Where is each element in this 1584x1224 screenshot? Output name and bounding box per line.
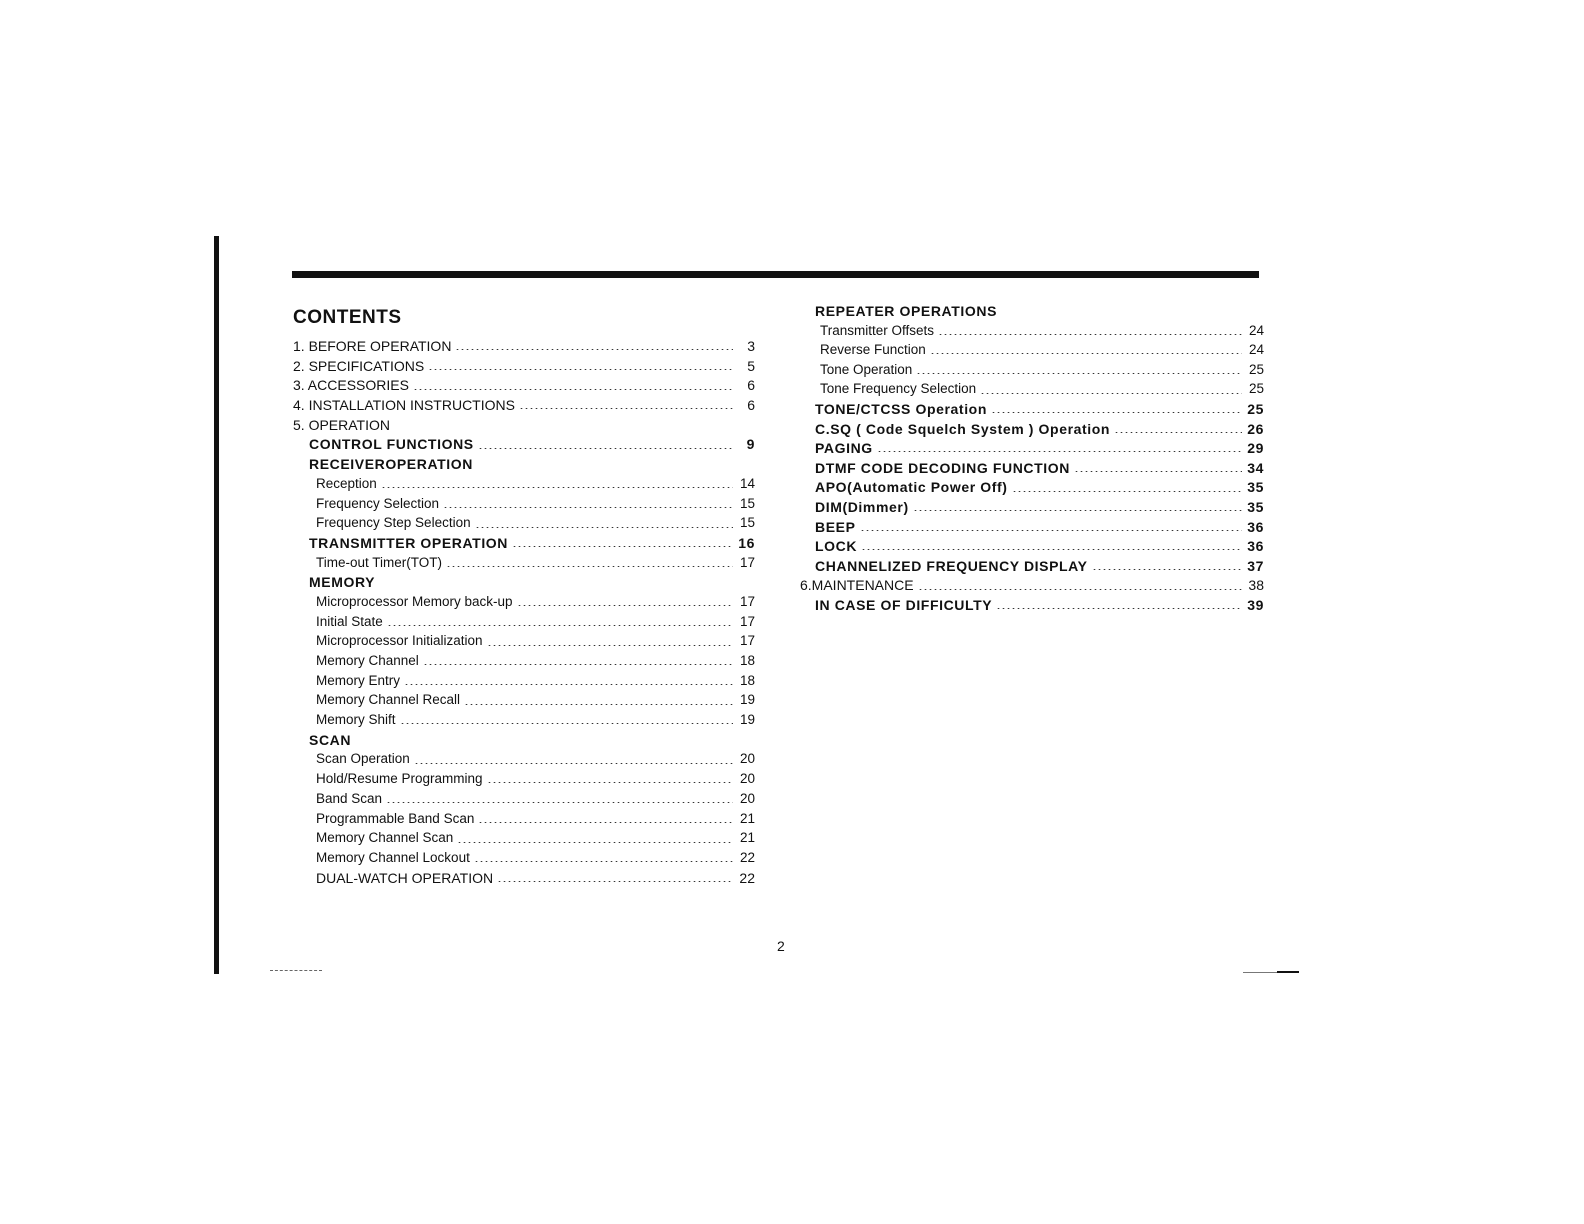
- toc-entry-page: 15: [739, 515, 755, 531]
- toc-entry-page: 35: [1247, 479, 1264, 496]
- toc-entry[interactable]: [800, 479, 1264, 499]
- toc-entry-label: Time-out Timer(TOT): [316, 554, 443, 570]
- toc-entry-label: DUAL-WATCH OPERATION: [316, 869, 494, 886]
- toc-entry[interactable]: [293, 771, 755, 791]
- toc-entry[interactable]: [800, 323, 1264, 343]
- toc-entry-label: 6.MAINTENANCE: [800, 577, 914, 594]
- toc-entry-label: 2. SPECIFICATIONS: [293, 357, 425, 374]
- toc-entry[interactable]: [800, 342, 1264, 362]
- toc-entry-page: 3: [747, 338, 755, 354]
- dot-leader: [1114, 432, 1242, 433]
- toc-entry-label: 1. BEFORE OPERATION: [293, 338, 452, 354]
- dot-leader: [512, 546, 733, 547]
- toc-entry-page: 5: [747, 357, 755, 374]
- dot-leader: [980, 393, 1242, 394]
- dot-leader: [423, 664, 733, 665]
- toc-entry-label: Memory Channel Scan: [316, 830, 454, 846]
- toc-entry-label: SCAN: [309, 731, 352, 748]
- toc-entry-page: 39: [1247, 596, 1264, 613]
- toc-entry-page: 24: [1248, 342, 1264, 358]
- toc-entry-label: CONTROL FUNCTIONS: [309, 436, 474, 453]
- toc-entry[interactable]: [293, 515, 755, 535]
- toc-entry[interactable]: [800, 303, 1264, 323]
- toc-left-column: [293, 338, 755, 889]
- toc-entry-page: 15: [739, 495, 755, 511]
- dot-leader: [386, 802, 733, 803]
- toc-entry[interactable]: [293, 535, 755, 555]
- toc-entry[interactable]: [293, 732, 755, 752]
- toc-entry-label: DIM(Dimmer): [815, 498, 909, 515]
- dot-leader: [413, 389, 733, 390]
- dot-leader: [474, 861, 733, 862]
- dot-leader: [497, 881, 733, 882]
- toc-entry-page: 17: [739, 633, 755, 649]
- toc-entry-label: MEMORY: [309, 574, 376, 591]
- toc-entry-label: Programmable Band Scan: [316, 810, 475, 826]
- toc-entry-label: 3. ACCESSORIES: [293, 377, 409, 394]
- toc-entry[interactable]: [293, 555, 755, 575]
- toc-entry-page: 36: [1247, 538, 1264, 555]
- toc-entry[interactable]: [293, 870, 755, 890]
- toc-entry-label: Tone Frequency Selection: [820, 381, 977, 397]
- toc-entry[interactable]: [293, 436, 755, 456]
- toc-entry[interactable]: [293, 496, 755, 516]
- toc-entry-label: PAGING: [815, 440, 873, 457]
- dot-leader: [1074, 471, 1242, 472]
- toc-entry-page: 26: [1247, 420, 1264, 437]
- dot-leader: [457, 842, 733, 843]
- toc-entry-page: 18: [739, 672, 755, 688]
- dot-leader: [475, 527, 733, 528]
- toc-entry-label: TRANSMITTER OPERATION: [309, 534, 509, 551]
- toc-entry[interactable]: [293, 397, 755, 417]
- dot-leader: [400, 723, 733, 724]
- toc-entry-label: IN CASE OF DIFFICULTY: [815, 596, 993, 613]
- toc-entry[interactable]: [800, 538, 1264, 558]
- toc-entry-label: Band Scan: [316, 790, 383, 806]
- dot-leader: [478, 822, 733, 823]
- toc-entry-label: Microprocessor Initialization: [316, 633, 483, 649]
- dot-leader: [464, 704, 733, 705]
- toc-entry-page: 20: [739, 771, 755, 787]
- header-rule: [292, 271, 1259, 278]
- toc-entry[interactable]: [293, 476, 755, 496]
- dot-leader: [519, 408, 733, 409]
- toc-entry[interactable]: [800, 597, 1264, 617]
- toc-entry[interactable]: [293, 692, 755, 712]
- toc-entry-page: 21: [739, 810, 755, 826]
- page-binding-rule: [214, 236, 219, 974]
- toc-entry-label: TONE/CTCSS Operation: [815, 400, 987, 417]
- toc-entry-page: 34: [1247, 459, 1264, 476]
- contents-title: CONTENTS: [293, 307, 402, 328]
- toc-entry-page: 21: [739, 830, 755, 846]
- dot-leader: [478, 448, 733, 449]
- toc-entry[interactable]: [293, 850, 755, 870]
- toc-entry-page: 18: [739, 653, 755, 668]
- toc-entry-label: Memory Shift: [316, 712, 396, 728]
- toc-entry-label: LOCK: [815, 538, 858, 555]
- dot-leader: [414, 763, 733, 764]
- dot-leader: [938, 334, 1242, 335]
- toc-entry-page: 20: [739, 751, 755, 767]
- toc-entry-label: Memory Channel: [316, 653, 419, 668]
- toc-entry-page: 22: [739, 849, 755, 865]
- dot-leader: [455, 349, 733, 350]
- toc-entry-page: 6: [747, 397, 755, 414]
- toc-entry-page: 22: [739, 869, 755, 886]
- toc-entry-label: Frequency Selection: [316, 495, 440, 511]
- toc-entry[interactable]: [800, 381, 1264, 401]
- toc-entry-page: 17: [739, 554, 755, 570]
- toc-entry[interactable]: [800, 401, 1264, 421]
- toc-entry-label: DTMF CODE DECODING FUNCTION: [815, 459, 1070, 476]
- toc-entry-label: BEEP: [815, 518, 856, 535]
- footer-mark-right-thin: [1243, 972, 1277, 973]
- dot-leader: [487, 645, 733, 646]
- toc-entry[interactable]: [800, 362, 1264, 382]
- toc-entry[interactable]: [293, 614, 755, 634]
- dot-leader: [860, 530, 1242, 531]
- toc-entry[interactable]: [800, 519, 1264, 539]
- toc-entry-label: REPEATER OPERATIONS: [815, 303, 998, 319]
- toc-entry[interactable]: [293, 456, 755, 476]
- toc-entry-label: CHANNELIZED FREQUENCY DISPLAY: [815, 557, 1088, 574]
- dot-leader: [918, 589, 1242, 590]
- page-number: 2: [777, 938, 785, 954]
- toc-entry-label: Reception: [316, 475, 377, 491]
- toc-entry[interactable]: [293, 358, 755, 378]
- toc-entry[interactable]: [800, 460, 1264, 480]
- dot-leader: [991, 412, 1242, 413]
- toc-entry-page: 9: [746, 436, 755, 453]
- toc-entry-page: 25: [1248, 361, 1264, 377]
- toc-entry[interactable]: [800, 558, 1264, 578]
- toc-entry-label: Memory Entry: [316, 672, 401, 688]
- toc-entry[interactable]: [293, 791, 755, 811]
- toc-entry[interactable]: [293, 811, 755, 831]
- toc-entry-page: 17: [739, 593, 755, 609]
- toc-entry[interactable]: [293, 712, 755, 732]
- toc-entry[interactable]: [800, 499, 1264, 519]
- toc-entry[interactable]: [293, 417, 755, 437]
- toc-entry[interactable]: [800, 421, 1264, 441]
- dot-leader: [428, 369, 733, 370]
- toc-entry-page: 38: [1248, 577, 1264, 594]
- toc-entry-page: 20: [739, 790, 755, 806]
- toc-entry-label: 5. OPERATION: [293, 416, 390, 433]
- dot-leader: [487, 782, 733, 783]
- toc-entry-page: 24: [1248, 322, 1264, 338]
- toc-entry[interactable]: [800, 440, 1264, 460]
- toc-entry-label: APO(Automatic Power Off): [815, 479, 1008, 496]
- toc-entry-label: Transmitter Offsets: [820, 322, 935, 338]
- toc-entry-label: Memory Channel Lockout: [316, 849, 470, 865]
- toc-entry-page: 37: [1247, 557, 1264, 574]
- dot-leader: [996, 608, 1242, 609]
- toc-entry-page: 14: [739, 475, 755, 491]
- dot-leader: [1092, 569, 1242, 570]
- dot-leader: [443, 507, 733, 508]
- toc-entry-label: 4. INSTALLATION INSTRUCTIONS: [293, 397, 515, 414]
- dot-leader: [381, 487, 733, 488]
- dot-leader: [404, 684, 733, 685]
- dot-leader: [913, 510, 1242, 511]
- footer-mark-right: [1277, 971, 1299, 973]
- toc-entry-label: Frequency Step Selection: [316, 515, 471, 531]
- toc-entry-label: C.SQ ( Code Squelch System ) Operation: [815, 420, 1111, 437]
- dot-leader: [916, 373, 1242, 374]
- toc-entry[interactable]: [293, 377, 755, 397]
- toc-entry[interactable]: [293, 653, 755, 673]
- toc-entry[interactable]: [293, 830, 755, 850]
- toc-entry-page: 25: [1248, 381, 1264, 397]
- toc-entry-page: 6: [747, 377, 755, 394]
- toc-entry-label: Microprocessor Memory back-up: [316, 593, 513, 609]
- toc-entry-label: Tone Operation: [820, 361, 913, 377]
- toc-entry-label: Initial State: [316, 613, 383, 629]
- toc-entry-page: 17: [739, 613, 755, 629]
- toc-entry[interactable]: [293, 594, 755, 614]
- dot-leader: [1012, 491, 1242, 492]
- toc-entry-page: 29: [1247, 440, 1264, 457]
- toc-entry-label: Reverse Function: [820, 342, 926, 358]
- toc-entry[interactable]: [293, 338, 755, 358]
- toc-entry-label: Scan Operation: [316, 751, 410, 767]
- dot-leader: [861, 549, 1242, 550]
- dot-leader: [930, 353, 1242, 354]
- toc-entry[interactable]: [800, 577, 1264, 597]
- dot-leader: [877, 451, 1242, 452]
- toc-entry[interactable]: [293, 633, 755, 653]
- toc-entry-page: 19: [739, 692, 755, 708]
- dot-leader: [387, 625, 733, 626]
- toc-entry-page: 19: [739, 712, 755, 728]
- footer-mark-left: [270, 970, 322, 971]
- toc-entry[interactable]: [293, 574, 755, 594]
- toc-entry[interactable]: [293, 751, 755, 771]
- toc-entry-page: 36: [1247, 518, 1264, 535]
- toc-entry-label: Memory Channel Recall: [316, 692, 461, 708]
- dot-leader: [517, 605, 733, 606]
- toc-entry-page: 35: [1247, 498, 1264, 515]
- toc-entry[interactable]: [293, 673, 755, 693]
- toc-entry-label: Hold/Resume Programming: [316, 771, 483, 787]
- toc-entry-page: 16: [738, 534, 755, 551]
- toc-entry-label: RECEIVEROPERATION: [309, 456, 473, 473]
- toc-entry-page: 25: [1247, 400, 1264, 417]
- toc-right-column: [800, 303, 1264, 617]
- dot-leader: [446, 566, 733, 567]
